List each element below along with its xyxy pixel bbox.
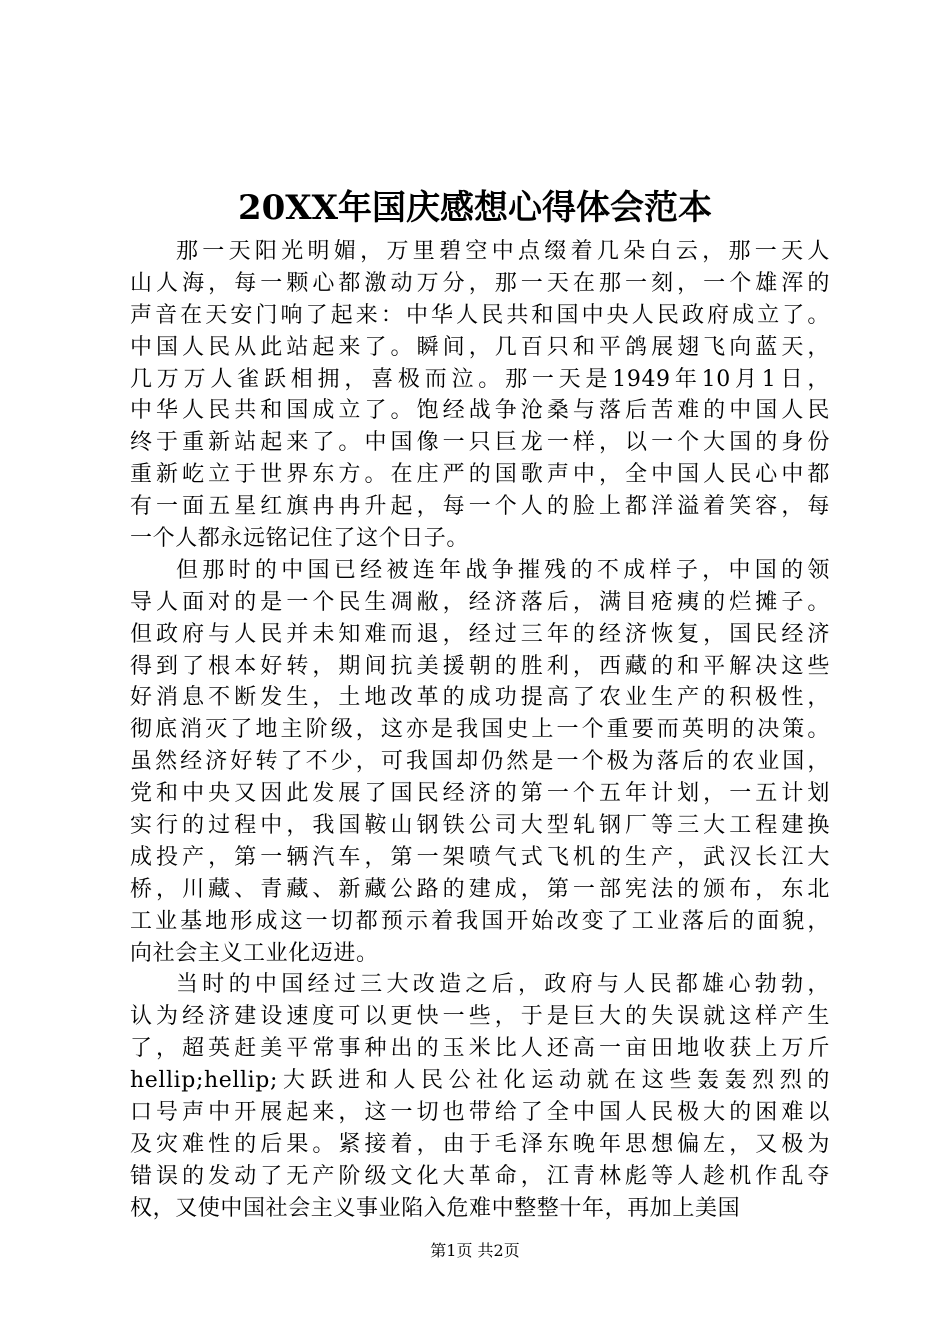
paragraph-line: 口号声中开展起来，这一切也带给了全中国人民极大的困难以 xyxy=(130,1100,830,1126)
page-footer: 第1页 共2页 xyxy=(430,1241,520,1260)
paragraph-line: 一个人都永远铭记住了这个日子。 xyxy=(130,526,470,552)
paragraph-line: hellip;hellip;大跃进和人民公社化运动就在这些轰轰烈烈的 xyxy=(130,1068,830,1094)
paragraph-line: 工业基地形成这一切都预示着我国开始改变了工业落后的面貌， xyxy=(130,908,830,934)
paragraph-line: 向社会主义工业化迈进。 xyxy=(130,940,379,966)
paragraph xyxy=(130,236,830,555)
paragraph-line: 权，又使中国社会主义事业陷入危难中整整十年，再加上美国 xyxy=(130,1195,741,1221)
paragraph-line: 虽然经济好转了不少，可我国却仍然是一个极为落后的农业国， xyxy=(130,749,830,775)
paragraph-line: 好消息不断发生，土地改革的成功提高了农业生产的积极性， xyxy=(130,685,830,711)
paragraph-line: 声音在天安门响了起来：中华人民共和国中央人民政府成立了。 xyxy=(130,302,830,328)
paragraph-line: 那一天阳光明媚，万里碧空中点缀着几朵白云，那一天人 xyxy=(176,239,830,264)
document-title: 20XX年国庆感想心得体会范本 xyxy=(237,188,713,228)
paragraph-line: 山人海，每一颗心都激动万分，那一天在那一刻，一个雄浑的 xyxy=(130,270,830,296)
paragraph-line: 得到了根本好转，期间抗美援朝的胜利，西藏的和平解决这些 xyxy=(130,653,830,679)
paragraph-line: 中国人民从此站起来了。瞬间，几百只和平鸽展翅飞向蓝天， xyxy=(130,334,830,360)
paragraph-line: 当时的中国经过三大改造之后，政府与人民都雄心勃勃， xyxy=(176,972,830,998)
document-body xyxy=(130,236,830,1225)
paragraph-line: 认为经济建设速度可以更快一些，于是巨大的失误就这样产生 xyxy=(130,1004,830,1030)
paragraph-line: 但政府与人民并未知难而退，经过三年的经济恢复，国民经济 xyxy=(130,621,830,647)
paragraph-line: 重新屹立于世界东方。在庄严的国歌声中，全中国人民心中都 xyxy=(130,462,830,488)
paragraph-line: 终于重新站起来了。中国像一只巨龙一样，以一个大国的身份 xyxy=(130,430,830,456)
paragraph-line: 中华人民共和国成立了。饱经战争沧桑与落后苦难的中国人民 xyxy=(130,398,830,424)
paragraph-line: 党和中央又因此发展了国民经济的第一个五年计划，一五计划 xyxy=(130,781,830,807)
paragraph xyxy=(130,969,830,1224)
paragraph-line: 及灾难性的后果。紧接着，由于毛泽东晚年思想偏左，又极为 xyxy=(130,1131,830,1157)
paragraph-line: 但那时的中国已经被连年战争摧残的不成样子，中国的领 xyxy=(176,557,830,583)
paragraph xyxy=(130,555,830,970)
paragraph-line: 了，超英赶美平常事种出的玉米比人还高一亩田地收获上万斤 xyxy=(130,1036,830,1062)
paragraph-line: 桥，川藏、青藏、新藏公路的建成，第一部宪法的颁布，东北 xyxy=(130,876,830,902)
paragraph-line: 彻底消灭了地主阶级，这亦是我国史上一个重要而英明的决策。 xyxy=(130,717,830,743)
paragraph-line: 导人面对的是一个民生凋敝，经济落后，满目疮痍的烂摊子。 xyxy=(130,589,830,615)
paragraph-line: 成投产，第一辆汽车，第一架喷气式飞机的生产，武汉长江大 xyxy=(130,844,830,870)
paragraph-line: 有一面五星红旗冉冉升起，每一个人的脸上都洋溢着笑容，每 xyxy=(130,494,830,520)
paragraph-line: 实行的过程中，我国鞍山钢铁公司大型轧钢厂等三大工程建换 xyxy=(130,813,830,839)
paragraph-line: 几万万人雀跃相拥，喜极而泣。那一天是1949年10月1日， xyxy=(130,366,830,392)
paragraph-line: 错误的发动了无产阶级文化大革命，江青林彪等人趁机作乱夺 xyxy=(130,1163,830,1189)
